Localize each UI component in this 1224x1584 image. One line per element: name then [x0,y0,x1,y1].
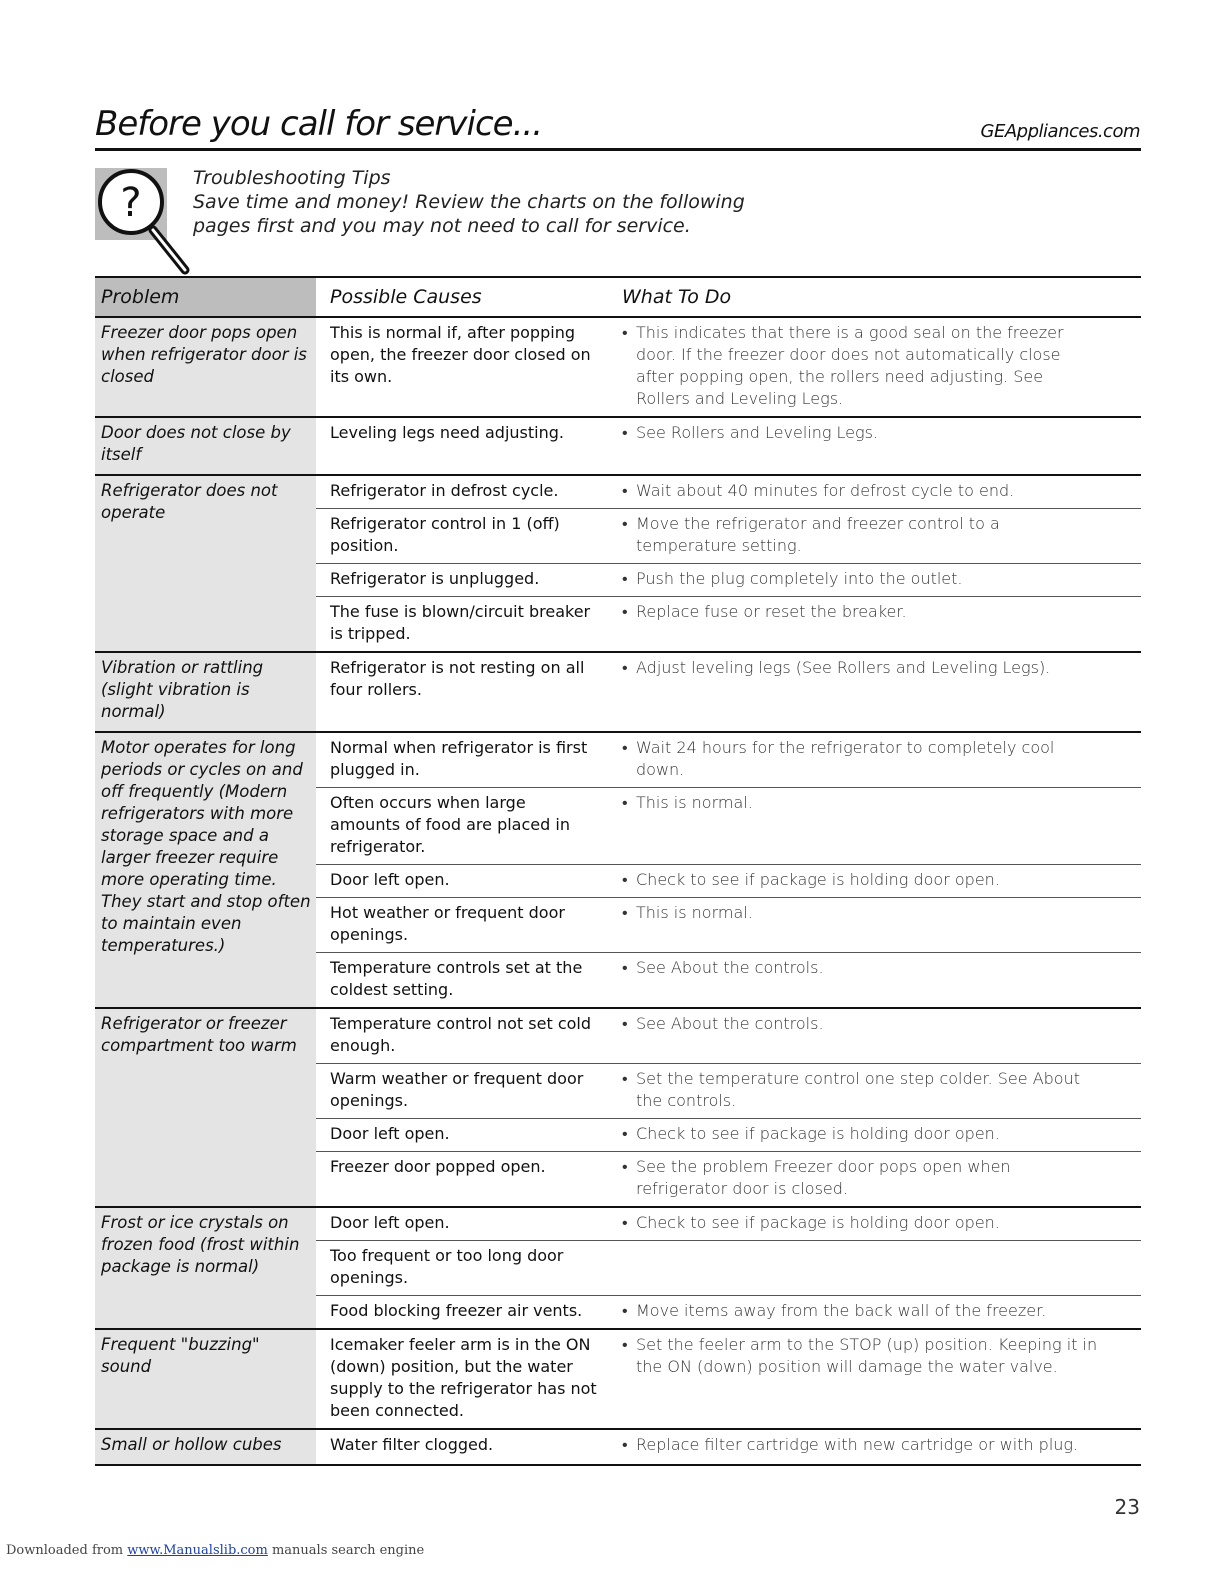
svg-text:?: ? [120,180,142,226]
problem-group [95,733,1141,1009]
bullet-icon: • [622,1157,628,1176]
cause-cell: Temperature control not set cold enough. [330,1014,591,1055]
bullet-icon: • [622,658,628,677]
cause-cell: Normal when refrigerator is first plugged in. [330,738,588,779]
todo-text: Check to see if package is holding door open. [636,1213,1000,1232]
bullet-icon: • [622,870,628,889]
header-todo: What To Do [622,286,732,308]
table-row [316,1208,1141,1241]
todo-cell [606,1064,1141,1112]
problem-cell: Door does not close by itself [95,418,316,474]
bullet-icon: • [622,1435,628,1454]
todo-text: This indicates that there is a good seal on the freezer door. If the freezer door does not automatically close after popping open, the rollers need adjusting. See Rollers and Leveling Legs. [636,323,1064,408]
troubleshooting-table [95,276,1141,1466]
todo-text: Move items away from the back wall of the freezer. [636,1301,1047,1320]
tips-heading: Troubleshooting Tips [193,167,391,189]
todo-cell [606,1430,1141,1456]
todo-cell [606,1152,1141,1200]
cause-cell: Refrigerator control in 1 (off) position. [330,514,560,555]
cause-cell: Temperature controls set at the coldest setting. [330,958,583,999]
cause-cell: Hot weather or frequent door openings. [330,903,565,944]
todo-cell [606,1241,1141,1289]
todo-cell [606,865,1141,891]
cause-cell: Icemaker feeler arm is in the ON (down) position, but the water supply to the refrigerator has not been connected. [330,1335,597,1420]
table-row [316,1119,1141,1152]
cause-cell: Often occurs when large amounts of food are placed in refrigerator. [330,793,570,856]
todo-text: See About the controls. [636,958,824,977]
todo-cell [606,953,1141,1001]
table-row [316,1330,1141,1428]
problem-group [95,1208,1141,1330]
todo-cell [606,1208,1141,1234]
todo-cell [606,597,1141,645]
todo-text [622,1245,1101,1289]
cause-cell: Refrigerator is unplugged. [330,569,540,588]
table-body [95,318,1141,1466]
todo-text: Set the temperature control one step colder. See About the controls. [636,1069,1081,1110]
tips-line-1: Save time and money! Review the charts on the following [193,191,745,213]
todo-text: This is normal. [636,793,753,812]
table-row [316,953,1141,1007]
cause-rows [316,418,1141,474]
todo-cell [606,318,1141,410]
bullet-icon: • [622,1335,628,1354]
cause-cell: Refrigerator is not resting on all four rollers. [330,658,585,699]
todo-cell [606,1009,1141,1057]
bullet-icon: • [622,958,628,977]
problem-group [95,1009,1141,1208]
cause-rows [316,733,1141,1007]
todo-text: Wait 24 hours for the refrigerator to completely cool down. [636,738,1055,779]
todo-text: Set the feeler arm to the STOP (up) position. Keeping it in the ON (down) position will damage the water valve. [636,1335,1098,1376]
todo-cell [606,564,1141,590]
bullet-icon: • [622,903,628,922]
todo-cell [606,509,1141,557]
table-row [316,1241,1141,1296]
problem-group [95,1430,1141,1466]
manualslib-link[interactable]: www.Manualslib.com [127,1543,268,1558]
table-row [316,1009,1141,1064]
todo-text: Check to see if package is holding door open. [636,870,1000,889]
cause-rows [316,1430,1141,1464]
bullet-icon: • [622,1213,628,1232]
cause-rows [316,318,1141,416]
todo-text: See Rollers and Leveling Legs. [636,423,879,442]
cause-cell: Freezer door popped open. [330,1157,546,1176]
table-row [316,788,1141,865]
cause-cell: Water filter clogged. [330,1435,494,1454]
tips-line-2: pages first and you may not need to call for service. [193,215,691,237]
table-row [316,418,1141,450]
table-row [316,865,1141,898]
todo-text: See About the controls. [636,1014,824,1033]
bullet-icon: • [622,793,628,812]
table-row [316,318,1141,416]
todo-cell [606,898,1141,946]
bullet-icon: • [622,1301,628,1320]
table-row [316,1296,1141,1328]
problem-cell: Frost or ice crystals on frozen food (frost within package is normal) [95,1208,316,1328]
header-divider [95,148,1141,151]
problem-group [95,653,1141,733]
table-row [316,1430,1141,1462]
troubleshooting-intro [193,166,753,238]
table-row [316,564,1141,597]
cause-cell: Too frequent or too long door openings. [330,1246,564,1287]
todo-cell [606,733,1141,781]
todo-cell [606,476,1141,502]
cause-cell: This is normal if, after popping open, the freezer door closed on its own. [330,323,591,386]
bullet-icon: • [622,1014,628,1033]
cause-rows [316,1208,1141,1328]
bullet-icon: • [622,1069,628,1088]
cause-cell: Door left open. [330,1213,450,1232]
table-row [316,476,1141,509]
todo-text: Move the refrigerator and freezer control to a temperature setting. [636,514,1000,555]
problem-cell: Refrigerator or freezer compartment too warm [95,1009,316,1206]
table-row [316,509,1141,564]
problem-cell: Refrigerator does not operate [95,476,316,651]
cause-cell: Food blocking freezer air vents. [330,1301,583,1320]
todo-text: Replace fuse or reset the breaker. [636,602,907,621]
cause-cell: Door left open. [330,870,450,889]
todo-text: Check to see if package is holding door open. [636,1124,1000,1143]
cause-rows [316,1009,1141,1206]
bullet-icon: • [622,738,628,757]
cause-rows [316,476,1141,651]
todo-cell [606,418,1141,444]
todo-text: Push the plug completely into the outlet. [636,569,963,588]
bullet-icon: • [622,514,628,533]
todo-cell [606,788,1141,858]
header-problem: Problem [95,278,316,316]
problem-group [95,418,1141,476]
problem-cell: Freezer door pops open when refrigerator door is closed [95,318,316,416]
table-row [316,733,1141,788]
bullet-icon: • [622,569,628,588]
todo-text: Replace filter cartridge with new cartridge or with plug. [636,1435,1079,1454]
footer-prefix: Downloaded from [6,1543,128,1558]
footer-suffix: manuals search engine [267,1543,425,1558]
cause-rows [316,1330,1141,1428]
problem-group [95,1330,1141,1430]
table-row [316,597,1141,651]
table-row [316,1152,1141,1206]
todo-text: See the problem Freezer door pops open when refrigerator door is closed. [636,1157,1011,1198]
cause-cell: Warm weather or frequent door openings. [330,1069,584,1110]
todo-text: Adjust leveling legs (See Rollers and Leveling Legs). [636,658,1051,677]
table-row [316,653,1141,707]
todo-cell [606,1296,1141,1322]
cause-cell: The fuse is blown/circuit breaker is tripped. [330,602,591,643]
table-row [316,898,1141,953]
todo-cell [606,1119,1141,1145]
page-title: Before you call for service... [95,104,542,144]
bullet-icon: • [622,1124,628,1143]
cause-cell: Door left open. [330,1124,450,1143]
bullet-icon: • [622,323,628,342]
todo-text: Wait about 40 minutes for defrost cycle to end. [636,481,1015,500]
table-row [316,1064,1141,1119]
cause-rows [316,653,1141,731]
todo-cell [606,653,1141,701]
table-header [95,276,1141,318]
bullet-icon: • [622,481,628,500]
problem-cell: Frequent "buzzing" sound [95,1330,316,1428]
question-magnifier-icon [95,166,195,276]
problem-cell: Small or hollow cubes [95,1430,316,1464]
todo-text: This is normal. [636,903,753,922]
cause-cell: Refrigerator in defrost cycle. [330,481,559,500]
problem-group [95,318,1141,418]
site-url: GEAppliances.com [980,121,1140,142]
todo-cell [606,1330,1141,1422]
bullet-icon: • [622,423,628,442]
header-causes: Possible Causes [330,286,482,308]
download-footer [6,1543,424,1558]
problem-cell: Motor operates for long periods or cycles on and off frequently (Modern refrigerators with more storage space and a larger freezer require more operating time. They start and stop often to maintain even temperatures.) [95,733,316,1007]
problem-cell: Vibration or rattling (slight vibration is normal) [95,653,316,731]
page-number: 23 [1114,1495,1140,1519]
problem-group [95,476,1141,653]
cause-cell: Leveling legs need adjusting. [330,423,564,442]
bullet-icon: • [622,602,628,621]
